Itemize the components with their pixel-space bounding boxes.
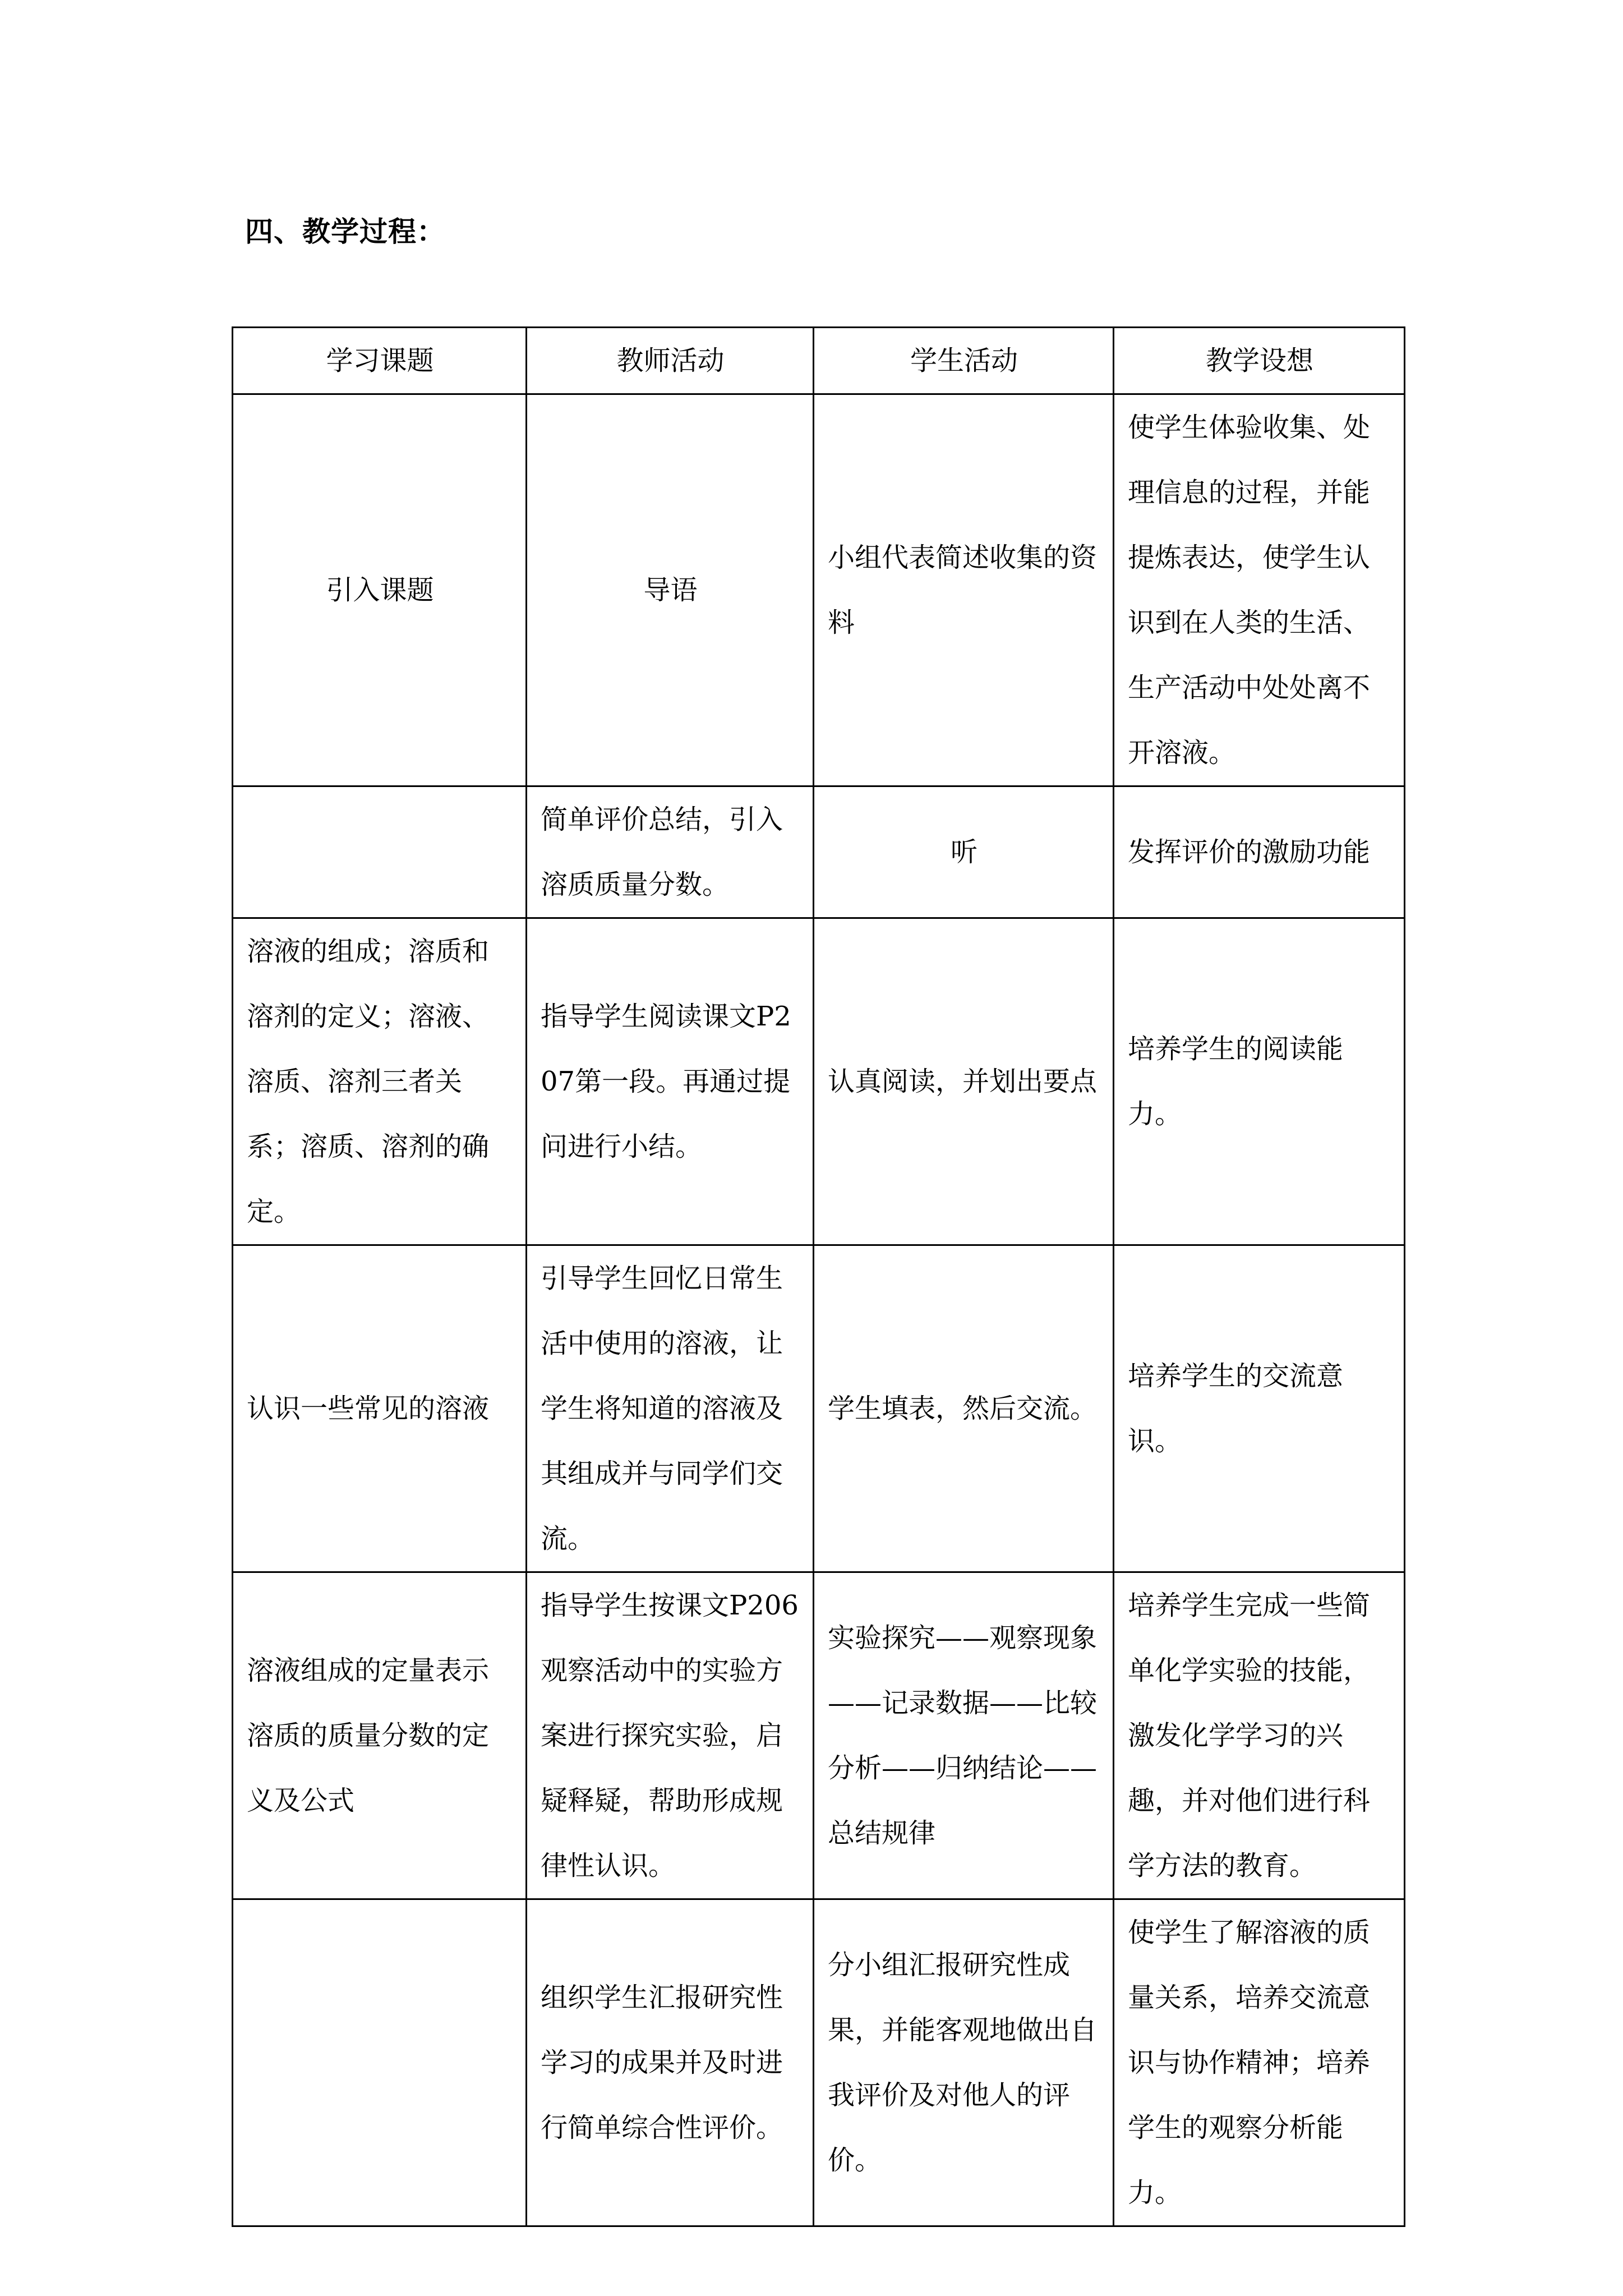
cell-student-activity: 听 — [814, 786, 1114, 918]
cell-teacher-activity: 导语 — [527, 394, 814, 786]
cell-teaching-design: 培养学生完成一些简单化学实验的技能，激发化学学习的兴趣，并对他们进行科学方法的教育。 — [1114, 1572, 1405, 1899]
cell-student-activity: 学生填表，然后交流。 — [814, 1245, 1114, 1572]
cell-topic: 认识一些常见的溶液 — [233, 1245, 527, 1572]
table-row — [233, 394, 1405, 786]
cell-teacher-activity: 组织学生汇报研究性学习的成果并及时进行简单综合性评价。 — [527, 1899, 814, 2226]
cell-student-activity: 分小组汇报研究性成果，并能客观地做出自我评价及对他人的评价。 — [814, 1899, 1114, 2226]
table-header-row — [233, 328, 1405, 394]
cell-teaching-design: 使学生了解溶液的质量关系，培养交流意识与协作精神；培养学生的观察分析能力。 — [1114, 1899, 1405, 2226]
cell-topic: 溶液的组成；溶质和溶剂的定义；溶液、溶质、溶剂三者关系；溶质、溶剂的确定。 — [233, 918, 527, 1245]
table-row — [233, 918, 1405, 1245]
cell-teaching-design: 培养学生的阅读能力。 — [1114, 918, 1405, 1245]
cell-student-activity: 认真阅读，并划出要点 — [814, 918, 1114, 1245]
cell-teaching-design: 培养学生的交流意识。 — [1114, 1245, 1405, 1572]
cell-topic — [233, 786, 527, 918]
table-row — [233, 1572, 1405, 1899]
header-teaching-design: 教学设想 — [1114, 328, 1405, 394]
cell-teaching-design: 使学生体验收集、处理信息的过程，并能提炼表达，使学生认识到在人类的生活、生产活动中处处离不开溶液。 — [1114, 394, 1405, 786]
cell-student-activity: 实验探究——观察现象——记录数据——比较分析——归纳结论——总结规律 — [814, 1572, 1114, 1899]
cell-teaching-design: 发挥评价的激励功能 — [1114, 786, 1405, 918]
teaching-process-table — [232, 326, 1405, 2227]
cell-teacher-activity: 简单评价总结，引入溶质质量分数。 — [527, 786, 814, 918]
cell-teacher-activity: 引导学生回忆日常生活中使用的溶液，让学生将知道的溶液及其组成并与同学们交流。 — [527, 1245, 814, 1572]
section-heading: 四、教学过程： — [245, 215, 445, 248]
header-teacher-activity: 教师活动 — [527, 328, 814, 394]
cell-topic: 溶液组成的定量表示溶质的质量分数的定义及公式 — [233, 1572, 527, 1899]
header-topic: 学习课题 — [233, 328, 527, 394]
table-row — [233, 1899, 1405, 2226]
table-row — [233, 1245, 1405, 1572]
header-student-activity: 学生活动 — [814, 328, 1114, 394]
cell-teacher-activity: 指导学生阅读课文P207第一段。再通过提问进行小结。 — [527, 918, 814, 1245]
cell-topic: 引入课题 — [233, 394, 527, 786]
cell-student-activity: 小组代表简述收集的资料 — [814, 394, 1114, 786]
cell-teacher-activity: 指导学生按课文P206观察活动中的实验方案进行探究实验，启疑释疑，帮助形成规律性认识。 — [527, 1572, 814, 1899]
table-row — [233, 786, 1405, 918]
cell-topic — [233, 1899, 527, 2226]
